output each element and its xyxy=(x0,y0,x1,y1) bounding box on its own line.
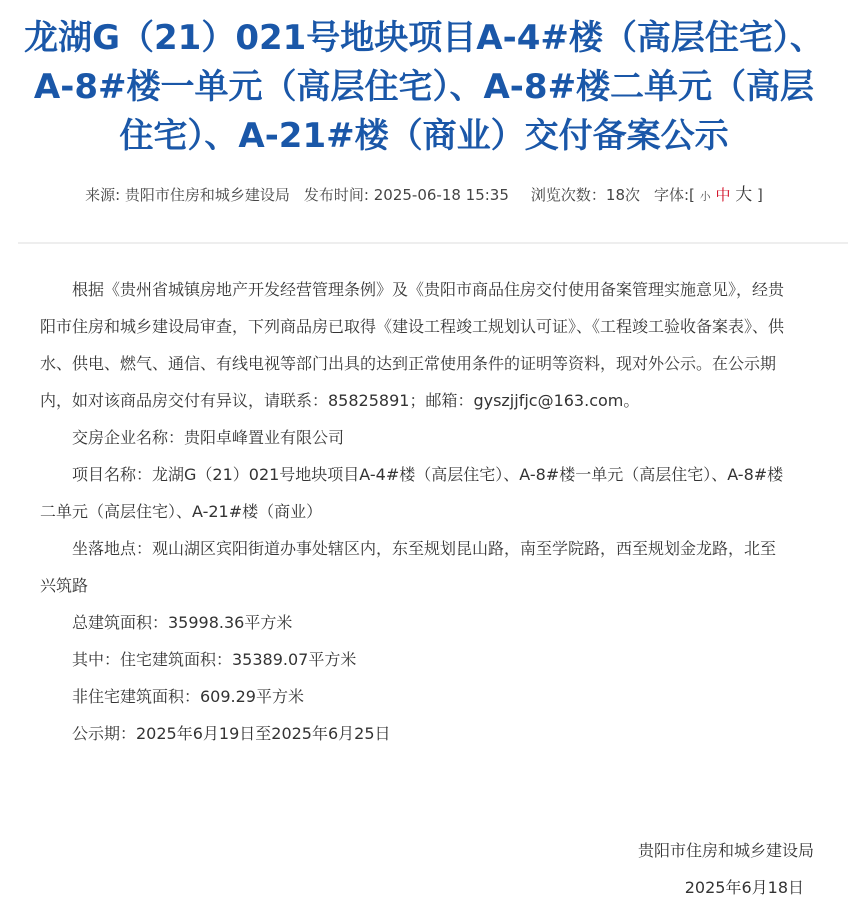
period-paragraph: 公示期：2025年6月19日至2025年6月25日 xyxy=(72,724,391,743)
total-area-paragraph: 总建筑面积：35998.36平方米 xyxy=(72,613,293,632)
view-count: 浏览次数：18次 xyxy=(530,186,640,204)
residential-area-paragraph: 其中：住宅建筑面积：35389.07平方米 xyxy=(72,650,357,669)
font-size-large-link[interactable]: 大 xyxy=(735,185,753,205)
signature-date: 2025年6月18日 xyxy=(684,878,804,897)
signature-block xyxy=(638,832,814,906)
article-meta xyxy=(0,182,848,210)
company-paragraph: 交房企业名称：贵阳卓峰置业有限公司 xyxy=(72,428,345,447)
non-residential-area-paragraph: 非住宅建筑面积：609.29平方米 xyxy=(72,687,304,706)
header-divider xyxy=(18,242,848,244)
article-title: 龙湖G（21）021号地块项目A-4#楼（高层住宅）、A-8#楼一单元（高层住宅）、A-8#楼二单元（高层住宅）、A-21#楼（商业）交付备案公示 xyxy=(24,18,824,156)
font-size-close-bracket: ] xyxy=(757,186,763,204)
font-size-label: 字体:[ xyxy=(654,186,695,204)
location-paragraph: 坐落地点：观山湖区宾阳街道办事处辖区内，东至规划昆山路，南至学院路，西至规划金龙路，北至兴筑路 xyxy=(40,539,777,595)
font-size-small-link[interactable]: 小 xyxy=(699,190,711,203)
article-body xyxy=(40,271,790,752)
intro-paragraph: 根据《贵州省城镇房地产开发经营管理条例》及《贵阳市商品住房交付使用备案管理实施意见》，经贵阳市住房和城乡建设局审查，下列商品房已取得《建设工程竣工规划认可证》、《工程竣工验收备案表》、供水、供电、燃气、通信、有线电视等部门出具的达到正常使用条件的证明等资料，现对外公示。在公示期内，如对该商品房交付有异议，请联系：85825891；邮箱：gyszjjfjc@163.com。 xyxy=(40,280,785,410)
signature-org: 贵阳市住房和城乡建设局 xyxy=(637,841,814,860)
font-size-medium-link[interactable]: 中 xyxy=(715,186,731,204)
source-label: 来源: 贵阳市住房和城乡建设局 xyxy=(85,186,290,204)
project-paragraph: 项目名称：龙湖G（21）021号地块项目A-4#楼（高层住宅）、A-8#楼一单元（高层住宅）、A-8#楼二单元（高层住宅）、A-21#楼（商业） xyxy=(40,465,784,521)
publish-time: 发布时间: 2025-06-18 15:35 xyxy=(303,186,509,204)
